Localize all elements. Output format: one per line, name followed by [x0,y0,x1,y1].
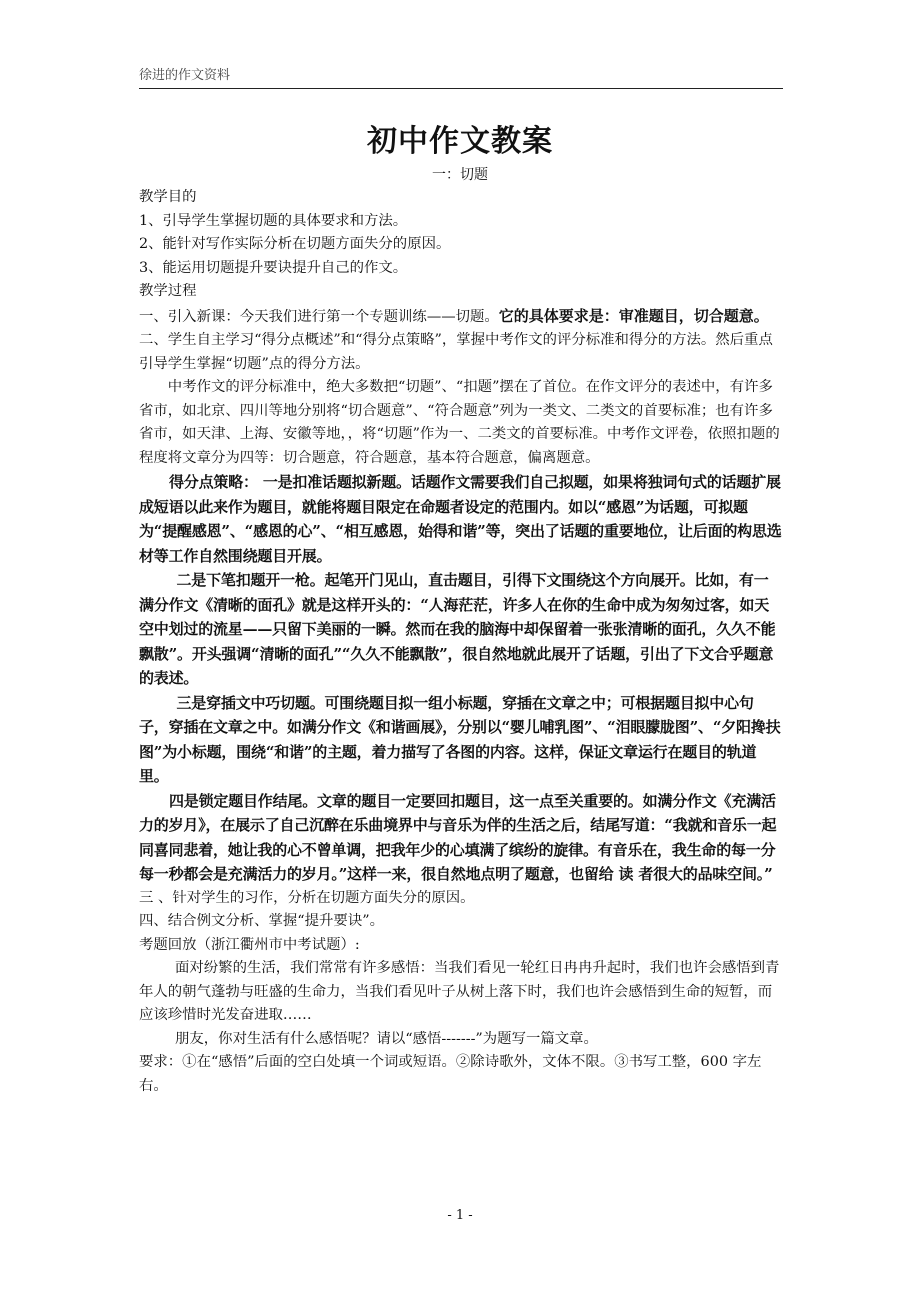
exam-requirements: 要求：①在“感悟”后面的空白处填一个词或短语。②除诗歌外，文体不限。③书写工整，600 字左右。 [139,1054,762,1094]
exam-task: 朋友，你对生活有什么感悟呢？请以“感悟-------”为题写一篇文章。 [175,1030,598,1047]
strategy-one: 得分点策略： 一是扣准话题拟新题。话题作文需要我们自己拟题，如果将独词句式的话题扩展成短语以此来作为题目，就能将题目限定在命题者设定的范围内。如以“感恩”为话题，可拟题为“提醒感恩”、“感恩的心”、“相互感恩，始得和谐”等，突出了话题的重要地位，让后面的构思选材等工作自然围绕题目开展。 [139,473,782,565]
heading-teaching-process: 教学过程 [139,283,197,299]
page-header [139,64,783,89]
paragraph: 三 、针对学生的习作，分析在切题方面失分的原因。 [139,889,475,906]
paragraph-intro [139,304,783,330]
goal-item: 1、引导学生掌握切题的具体要求和方法。 [139,212,408,229]
document-title: 初中作文教案 [367,124,553,159]
exam-question-heading: 考题回放（浙江衢州市中考试题）: [139,936,360,953]
strategy-three: 三是穿插文中巧切题。可围绕题目拟一组小标题，穿插在文章之中；可根据题目拟中心句子，穿插在文章之中。如满分作文《和谐画展》，分别以“婴儿哺乳图”、“泪眼朦胧图”、“夕阳搀扶图”为小标题，围绕“和谐”的主题，着力描写了各图的内容。这样，保证文章运行在题目的轨道里。 [139,693,781,785]
page-number: - 1 - [447,1208,473,1223]
goal-item: 2、能针对写作实际分析在切题方面失分的原因。 [139,236,451,252]
paragraph: 二、学生自主学习“得分点概述”和“得分点策略”，掌握中考作文的评分标准和得分的方法。然后重点引导学生掌握“切题”点的得分方法。 [139,332,773,372]
exam-prompt: 面对纷繁的生活，我们常常有许多感悟：当我们看见一轮红日冉冉升起时，我们也许会感悟到青年人的朝气蓬勃与旺盛的生命力，当我们看见叶子从树上落下时，我们也许会感悟到生命的短暂，而应该珍惜时光发奋进取…… [139,960,780,1023]
paragraph: 四、结合例文分析、掌握“提升要诀”。 [139,913,384,929]
strategy-two: 二是下笔扣题开一枪。起笔开门见山，直击题目，引得下文围绕这个方向展开。比如，有一满分作文《清晰的面孔》就是这样开头的：“人海茫茫，许多人在你的生命中成为匆匆过客，如天空中划过的流星——只留下美丽的一瞬。然而在我的脑海中却保留着一张张清晰的面孔，久久不能飘散”。开头强调“清晰的面孔”“久久不能飘散”，很自然地就此展开了话题，引出了下文合乎题意的表述。 [139,571,776,687]
header-text: 徐进的作文资料 [139,68,231,83]
document-body [139,186,783,1098]
section-subtitle: 一：切题 [432,167,488,183]
paragraph: 中考作文的评分标准中，绝大多数把“切题”、“扣题”摆在了首位。在作文评分的表述中，有许多省市，如北京、四川等地分别将“切合题意”、“符合题意”列为一类文、二类文的首要标准；也有许多省市，如天津、上海、安徽等地，，将“切题”作为一、二类文的首要标准。中考作文评卷，依照扣题的程度将文章分为四等：切合题意，符合题意，基本符合题意，偏离题意。 [139,379,780,466]
goal-item: 3、能运用切题提升要诀提升自己的作文。 [139,259,408,276]
intro-text: 一、引入新课：今天我们进行第一个专题训练——切题。 [139,308,499,325]
heading-teaching-goals: 教学目的 [139,189,197,205]
intro-bold-text: 它的具体要求是：审准题目，切合题意。 [498,306,769,325]
strategy-four: 四是锁定题目作结尾。文章的题目一定要回扣题目，这一点至关重要的。如满分作文《充满活力的岁月》，在展示了自己沉醉在乐曲境界中与音乐为伴的生活之后，结尾写道：“我就和音乐一起同喜同悲着，她让我的心不曾单调，把我年少的心填满了缤纷的旋律。有音乐在，我生命的每一分每一秒都会是充满活力的岁月。”这样一来，很自然地点明了题意，也留给 读 者很大的品味空间。” [139,791,777,883]
